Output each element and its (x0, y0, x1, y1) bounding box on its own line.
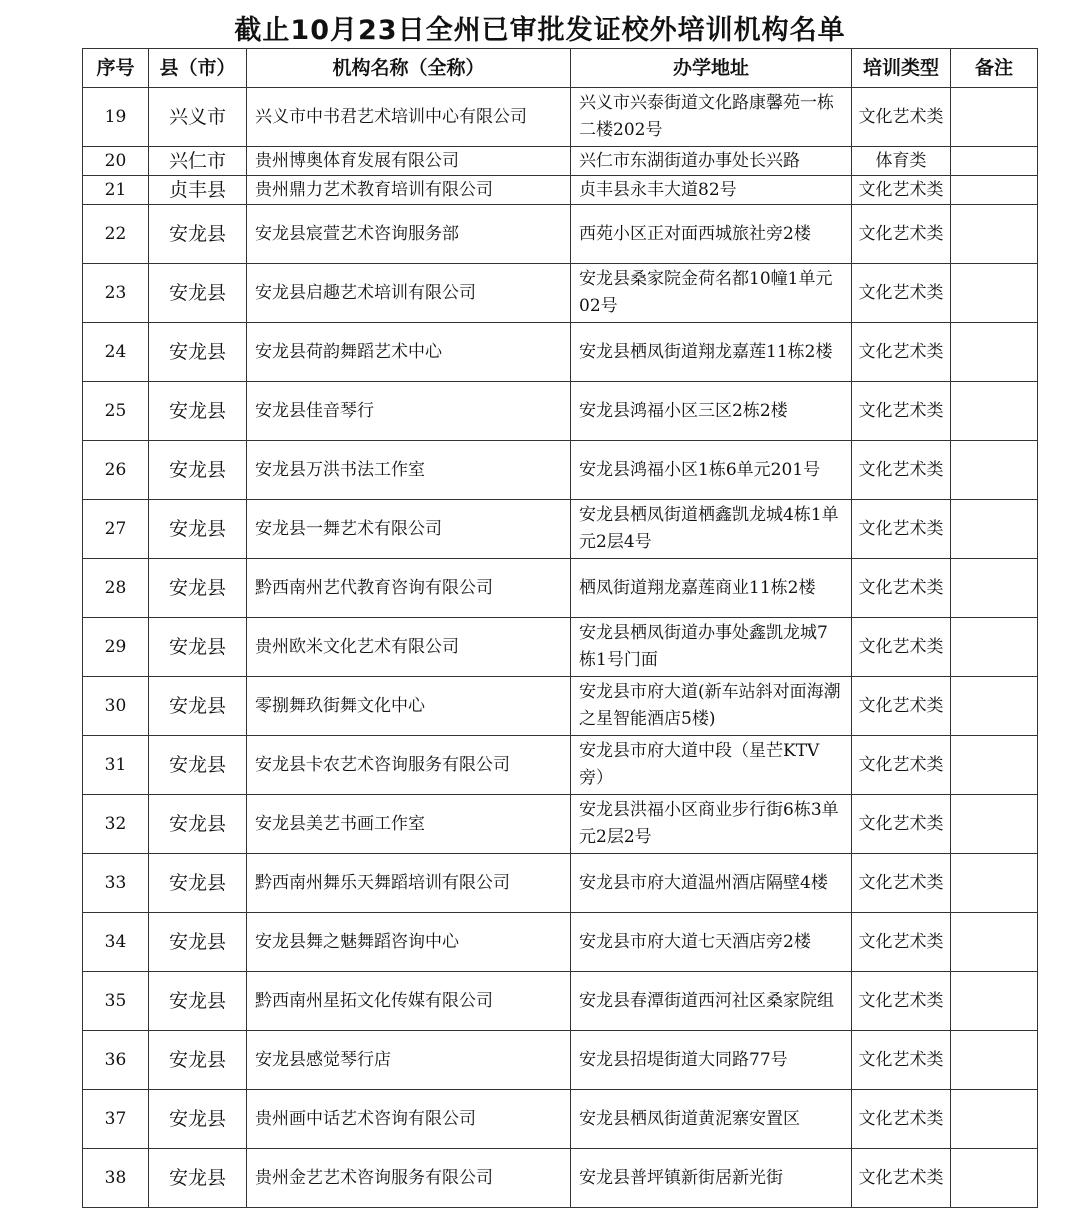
cell-county: 安龙县 (149, 323, 247, 382)
cell-type: 文化艺术类 (852, 441, 951, 500)
cell-org: 安龙县宸萱艺术咨询服务部 (247, 205, 571, 264)
cell-note (951, 500, 1038, 559)
cell-org: 贵州欧米文化艺术有限公司 (247, 618, 571, 677)
cell-type: 文化艺术类 (852, 205, 951, 264)
cell-org: 兴义市中书君艺术培训中心有限公司 (247, 88, 571, 147)
table-row (83, 677, 1038, 736)
cell-county: 安龙县 (149, 618, 247, 677)
table-row (83, 323, 1038, 382)
table-row (83, 913, 1038, 972)
cell-address: 安龙县栖凤街道办事处鑫凯龙城7栋1号门面 (571, 618, 852, 677)
cell-note (951, 323, 1038, 382)
cell-type: 文化艺术类 (852, 795, 951, 854)
cell-org: 安龙县启趣艺术培训有限公司 (247, 264, 571, 323)
table-row (83, 972, 1038, 1031)
cell-note (951, 854, 1038, 913)
cell-note (951, 382, 1038, 441)
cell-type: 文化艺术类 (852, 618, 951, 677)
cell-address: 安龙县市府大道中段（星芒KTV旁） (571, 736, 852, 795)
cell-county: 安龙县 (149, 795, 247, 854)
cell-num: 24 (83, 323, 149, 382)
cell-type: 文化艺术类 (852, 500, 951, 559)
cell-county: 安龙县 (149, 441, 247, 500)
cell-note (951, 972, 1038, 1031)
cell-num: 35 (83, 972, 149, 1031)
cell-note (951, 677, 1038, 736)
cell-type: 文化艺术类 (852, 677, 951, 736)
cell-type: 文化艺术类 (852, 559, 951, 618)
cell-county: 安龙县 (149, 382, 247, 441)
cell-num: 26 (83, 441, 149, 500)
cell-num: 25 (83, 382, 149, 441)
cell-org: 安龙县万洪书法工作室 (247, 441, 571, 500)
cell-address: 安龙县鸿福小区1栋6单元201号 (571, 441, 852, 500)
cell-num: 32 (83, 795, 149, 854)
cell-address: 安龙县招堤街道大同路77号 (571, 1031, 852, 1090)
cell-org: 安龙县一舞艺术有限公司 (247, 500, 571, 559)
cell-type: 文化艺术类 (852, 736, 951, 795)
header-note: 备注 (951, 49, 1038, 88)
cell-org: 安龙县感觉琴行店 (247, 1031, 571, 1090)
table-row (83, 176, 1038, 205)
cell-county: 贞丰县 (149, 176, 247, 205)
cell-county: 安龙县 (149, 677, 247, 736)
cell-org: 安龙县荷韵舞蹈艺术中心 (247, 323, 571, 382)
cell-num: 36 (83, 1031, 149, 1090)
cell-county: 安龙县 (149, 736, 247, 795)
header-type: 培训类型 (852, 49, 951, 88)
table-row (83, 795, 1038, 854)
cell-county: 安龙县 (149, 1031, 247, 1090)
cell-type: 文化艺术类 (852, 88, 951, 147)
header-num: 序号 (83, 49, 149, 88)
table-row (83, 441, 1038, 500)
table-row (83, 382, 1038, 441)
cell-num: 21 (83, 176, 149, 205)
cell-address: 安龙县鸿福小区三区2栋2楼 (571, 382, 852, 441)
cell-county: 安龙县 (149, 1149, 247, 1208)
cell-note (951, 264, 1038, 323)
cell-type: 文化艺术类 (852, 264, 951, 323)
cell-address: 贞丰县永丰大道82号 (571, 176, 852, 205)
cell-org: 黔西南州舞乐天舞蹈培训有限公司 (247, 854, 571, 913)
cell-type: 文化艺术类 (852, 854, 951, 913)
cell-num: 19 (83, 88, 149, 147)
table-row (83, 264, 1038, 323)
table-row (83, 1090, 1038, 1149)
cell-num: 22 (83, 205, 149, 264)
cell-address: 安龙县市府大道七天酒店旁2楼 (571, 913, 852, 972)
cell-address: 安龙县栖凤街道栖鑫凯龙城4栋1单元2层4号 (571, 500, 852, 559)
cell-address: 安龙县市府大道温州酒店隔壁4楼 (571, 854, 852, 913)
cell-note (951, 1149, 1038, 1208)
cell-type: 文化艺术类 (852, 913, 951, 972)
cell-note (951, 618, 1038, 677)
cell-num: 28 (83, 559, 149, 618)
cell-num: 33 (83, 854, 149, 913)
cell-num: 37 (83, 1090, 149, 1149)
table-row (83, 854, 1038, 913)
table-row (83, 1031, 1038, 1090)
table-row (83, 618, 1038, 677)
cell-note (951, 147, 1038, 176)
cell-type: 文化艺术类 (852, 382, 951, 441)
cell-type: 文化艺术类 (852, 1149, 951, 1208)
cell-note (951, 441, 1038, 500)
table-row (83, 205, 1038, 264)
cell-county: 安龙县 (149, 913, 247, 972)
cell-note (951, 1090, 1038, 1149)
cell-county: 安龙县 (149, 205, 247, 264)
cell-note (951, 913, 1038, 972)
cell-address: 安龙县洪福小区商业步行街6栋3单元2层2号 (571, 795, 852, 854)
table-row (83, 88, 1038, 147)
cell-type: 文化艺术类 (852, 1031, 951, 1090)
cell-address: 栖凤街道翔龙嘉莲商业11栋2楼 (571, 559, 852, 618)
cell-type: 文化艺术类 (852, 1090, 951, 1149)
cell-org: 安龙县舞之魅舞蹈咨询中心 (247, 913, 571, 972)
cell-address: 兴义市兴泰街道文化路康馨苑一栋二楼202号 (571, 88, 852, 147)
cell-address: 安龙县市府大道(新车站斜对面海潮之星智能酒店5楼) (571, 677, 852, 736)
cell-note (951, 559, 1038, 618)
table-row (83, 500, 1038, 559)
cell-num: 38 (83, 1149, 149, 1208)
cell-type: 体育类 (852, 147, 951, 176)
cell-address: 安龙县普坪镇新街居新光街 (571, 1149, 852, 1208)
cell-note (951, 88, 1038, 147)
cell-note (951, 176, 1038, 205)
cell-note (951, 795, 1038, 854)
cell-num: 34 (83, 913, 149, 972)
cell-note (951, 1031, 1038, 1090)
cell-address: 西苑小区正对面西城旅社旁2楼 (571, 205, 852, 264)
cell-org: 黔西南州星拓文化传媒有限公司 (247, 972, 571, 1031)
cell-county: 安龙县 (149, 500, 247, 559)
page-title: 截止10月23日全州已审批发证校外培训机构名单 (234, 15, 846, 46)
cell-num: 29 (83, 618, 149, 677)
cell-county: 安龙县 (149, 559, 247, 618)
cell-county: 兴仁市 (149, 147, 247, 176)
cell-address: 安龙县桑家院金荷名都10幢1单元02号 (571, 264, 852, 323)
cell-org: 黔西南州艺代教育咨询有限公司 (247, 559, 571, 618)
cell-county: 安龙县 (149, 1090, 247, 1149)
cell-note (951, 205, 1038, 264)
cell-type: 文化艺术类 (852, 323, 951, 382)
cell-org: 贵州鼎力艺术教育培训有限公司 (247, 176, 571, 205)
institution-table (82, 48, 1038, 1208)
cell-org: 安龙县佳音琴行 (247, 382, 571, 441)
cell-note (951, 736, 1038, 795)
cell-num: 27 (83, 500, 149, 559)
cell-num: 23 (83, 264, 149, 323)
table-header-row (83, 49, 1038, 88)
cell-num: 31 (83, 736, 149, 795)
cell-county: 兴义市 (149, 88, 247, 147)
cell-county: 安龙县 (149, 972, 247, 1031)
cell-org: 贵州博奥体育发展有限公司 (247, 147, 571, 176)
header-org: 机构名称（全称） (247, 49, 571, 88)
cell-address: 安龙县春潭街道西河社区桑家院组 (571, 972, 852, 1031)
cell-county: 安龙县 (149, 854, 247, 913)
cell-address: 兴仁市东湖街道办事处长兴路 (571, 147, 852, 176)
header-address: 办学地址 (571, 49, 852, 88)
cell-type: 文化艺术类 (852, 972, 951, 1031)
cell-org: 贵州画中话艺术咨询有限公司 (247, 1090, 571, 1149)
table-row (83, 147, 1038, 176)
cell-type: 文化艺术类 (852, 176, 951, 205)
cell-num: 30 (83, 677, 149, 736)
cell-org: 贵州金艺艺术咨询服务有限公司 (247, 1149, 571, 1208)
cell-address: 安龙县栖凤街道翔龙嘉莲11栋2楼 (571, 323, 852, 382)
table-row (83, 1149, 1038, 1208)
cell-org: 零捌舞玖街舞文化中心 (247, 677, 571, 736)
table-row (83, 559, 1038, 618)
table-row (83, 736, 1038, 795)
cell-org: 安龙县卡农艺术咨询服务有限公司 (247, 736, 571, 795)
cell-address: 安龙县栖凤街道黄泥寨安置区 (571, 1090, 852, 1149)
cell-num: 20 (83, 147, 149, 176)
cell-county: 安龙县 (149, 264, 247, 323)
cell-org: 安龙县美艺书画工作室 (247, 795, 571, 854)
header-county: 县（市） (149, 49, 247, 88)
